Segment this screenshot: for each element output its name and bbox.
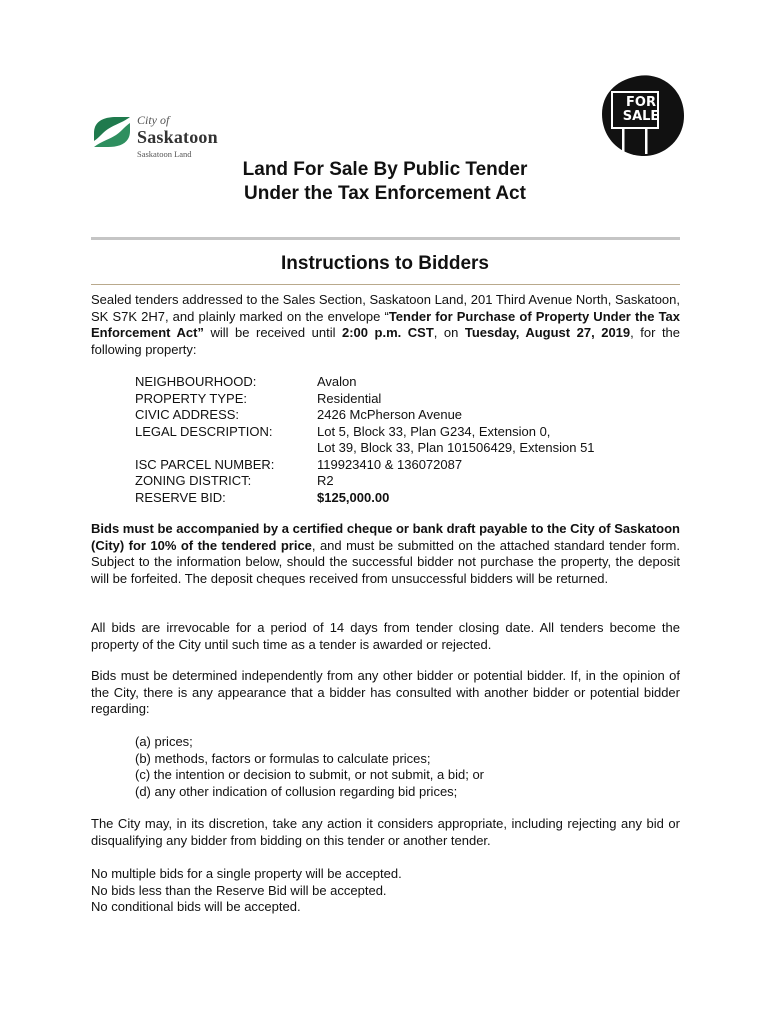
list-item: (c) the intention or decision to submit, or not submit, a bid; or	[135, 767, 485, 782]
title-line-1: Land For Sale By Public Tender	[242, 159, 528, 180]
bid-rules	[91, 866, 402, 916]
discretion-paragraph: The City may, in its discretion, take any action it considers appropriate, including rejecting any bid or disqualifying any bidder from bidding on this tender or another tender.	[91, 816, 680, 848]
property-row	[135, 440, 637, 457]
logo-city-of: City of	[137, 113, 170, 127]
property-label	[135, 440, 317, 457]
logo-name: Saskatoon	[137, 127, 218, 147]
irrevocable-paragraph: All bids are irrevocable for a period of 14 days from tender closing date. All tenders become the property of the City until such time as a tender is awarded or rejected.	[91, 620, 680, 652]
rule-line: No multiple bids for a single property will be accepted.	[91, 866, 402, 881]
for-sale-text: FOR SALE	[622, 95, 660, 124]
property-row	[135, 374, 637, 391]
property-label: LEGAL DESCRIPTION:	[135, 423, 273, 439]
bids-paragraph	[91, 521, 680, 587]
bids-requirement: Bids must be accompanied by a certified cheque or bank draft payable to the City of Saskatoon (City) for 10% of the tendered price	[91, 521, 680, 553]
collusion-list	[135, 734, 484, 800]
property-label: NEIGHBOURHOOD:	[135, 374, 257, 389]
property-value: 119923410 & 136072087	[317, 456, 463, 472]
reserve-bid-value: $125,000.00	[317, 489, 390, 505]
independent-paragraph: Bids must be determined independently from any other bidder or potential bidder. If, in the opinion of the City, there is any appearance that a bidder has consulted with another bidder or potential bidder regarding:	[91, 668, 680, 716]
for-sale-badge	[598, 72, 688, 160]
property-row	[135, 424, 637, 441]
property-value: Lot 39, Block 33, Plan 101506429, Extension 51	[317, 440, 595, 455]
property-value: R2	[317, 473, 334, 488]
bids-details: , and must be submitted on the attached standard tender form. Subject to the information below, should the successful bidder not purchase the property, the deposit will be forfeited. The deposit cheques received from unsuccessful bidders will be returned.	[91, 537, 680, 586]
intro-envelope-label: Tender for Purchase of Property Under the Tax Enforcement Act”	[91, 308, 681, 340]
page-title	[0, 158, 770, 206]
intro-text-2: will be received until	[203, 325, 342, 340]
intro-text-3: , on	[433, 325, 465, 340]
property-value: Avalon	[317, 374, 357, 389]
intro-paragraph	[91, 292, 680, 358]
property-label: ZONING DISTRICT:	[135, 473, 252, 488]
property-label: PROPERTY TYPE:	[135, 390, 247, 406]
property-row	[135, 473, 637, 490]
divider-top	[91, 237, 680, 240]
property-row	[135, 457, 637, 474]
property-value: 2426 McPherson Avenue	[317, 407, 463, 422]
property-label: ISC PARCEL NUMBER:	[135, 456, 275, 472]
property-row	[135, 490, 637, 507]
list-item: (d) any other indication of collusion regarding bid prices;	[135, 783, 458, 799]
property-row	[135, 391, 637, 408]
list-item: (b) methods, factors or formulas to calculate prices;	[135, 750, 431, 766]
section-heading: Instructions to Bidders	[281, 253, 489, 274]
property-value: Lot 5, Block 33, Plan G234, Extension 0,	[317, 423, 551, 439]
intro-text-1: Sealed tenders addressed to the Sales Section, Saskatoon Land, 201 Third Avenue North, Saskatoon, SK S7K 2H7, and plainly marked on the envelope “	[91, 292, 680, 324]
property-details	[135, 374, 637, 506]
intro-text-4: , for the following property:	[91, 325, 681, 357]
list-item: (a) prices;	[135, 734, 193, 749]
city-logo	[92, 113, 242, 161]
property-label: RESERVE BID:	[135, 489, 226, 505]
divider-under-heading	[91, 284, 680, 285]
property-row	[135, 407, 637, 424]
rule-line: No conditional bids will be accepted.	[91, 899, 301, 914]
intro-date: Tuesday, August 27, 2019	[464, 325, 631, 340]
saskatoon-logo-icon	[92, 115, 132, 149]
property-label: CIVIC ADDRESS:	[135, 407, 240, 422]
title-line-2: Under the Tax Enforcement Act	[244, 183, 526, 204]
rule-line: No bids less than the Reserve Bid will be accepted.	[91, 882, 387, 898]
property-value: Residential	[317, 390, 382, 406]
intro-time: 2:00 p.m. CST	[342, 325, 434, 340]
logo-subtitle: Saskatoon Land	[137, 149, 192, 159]
